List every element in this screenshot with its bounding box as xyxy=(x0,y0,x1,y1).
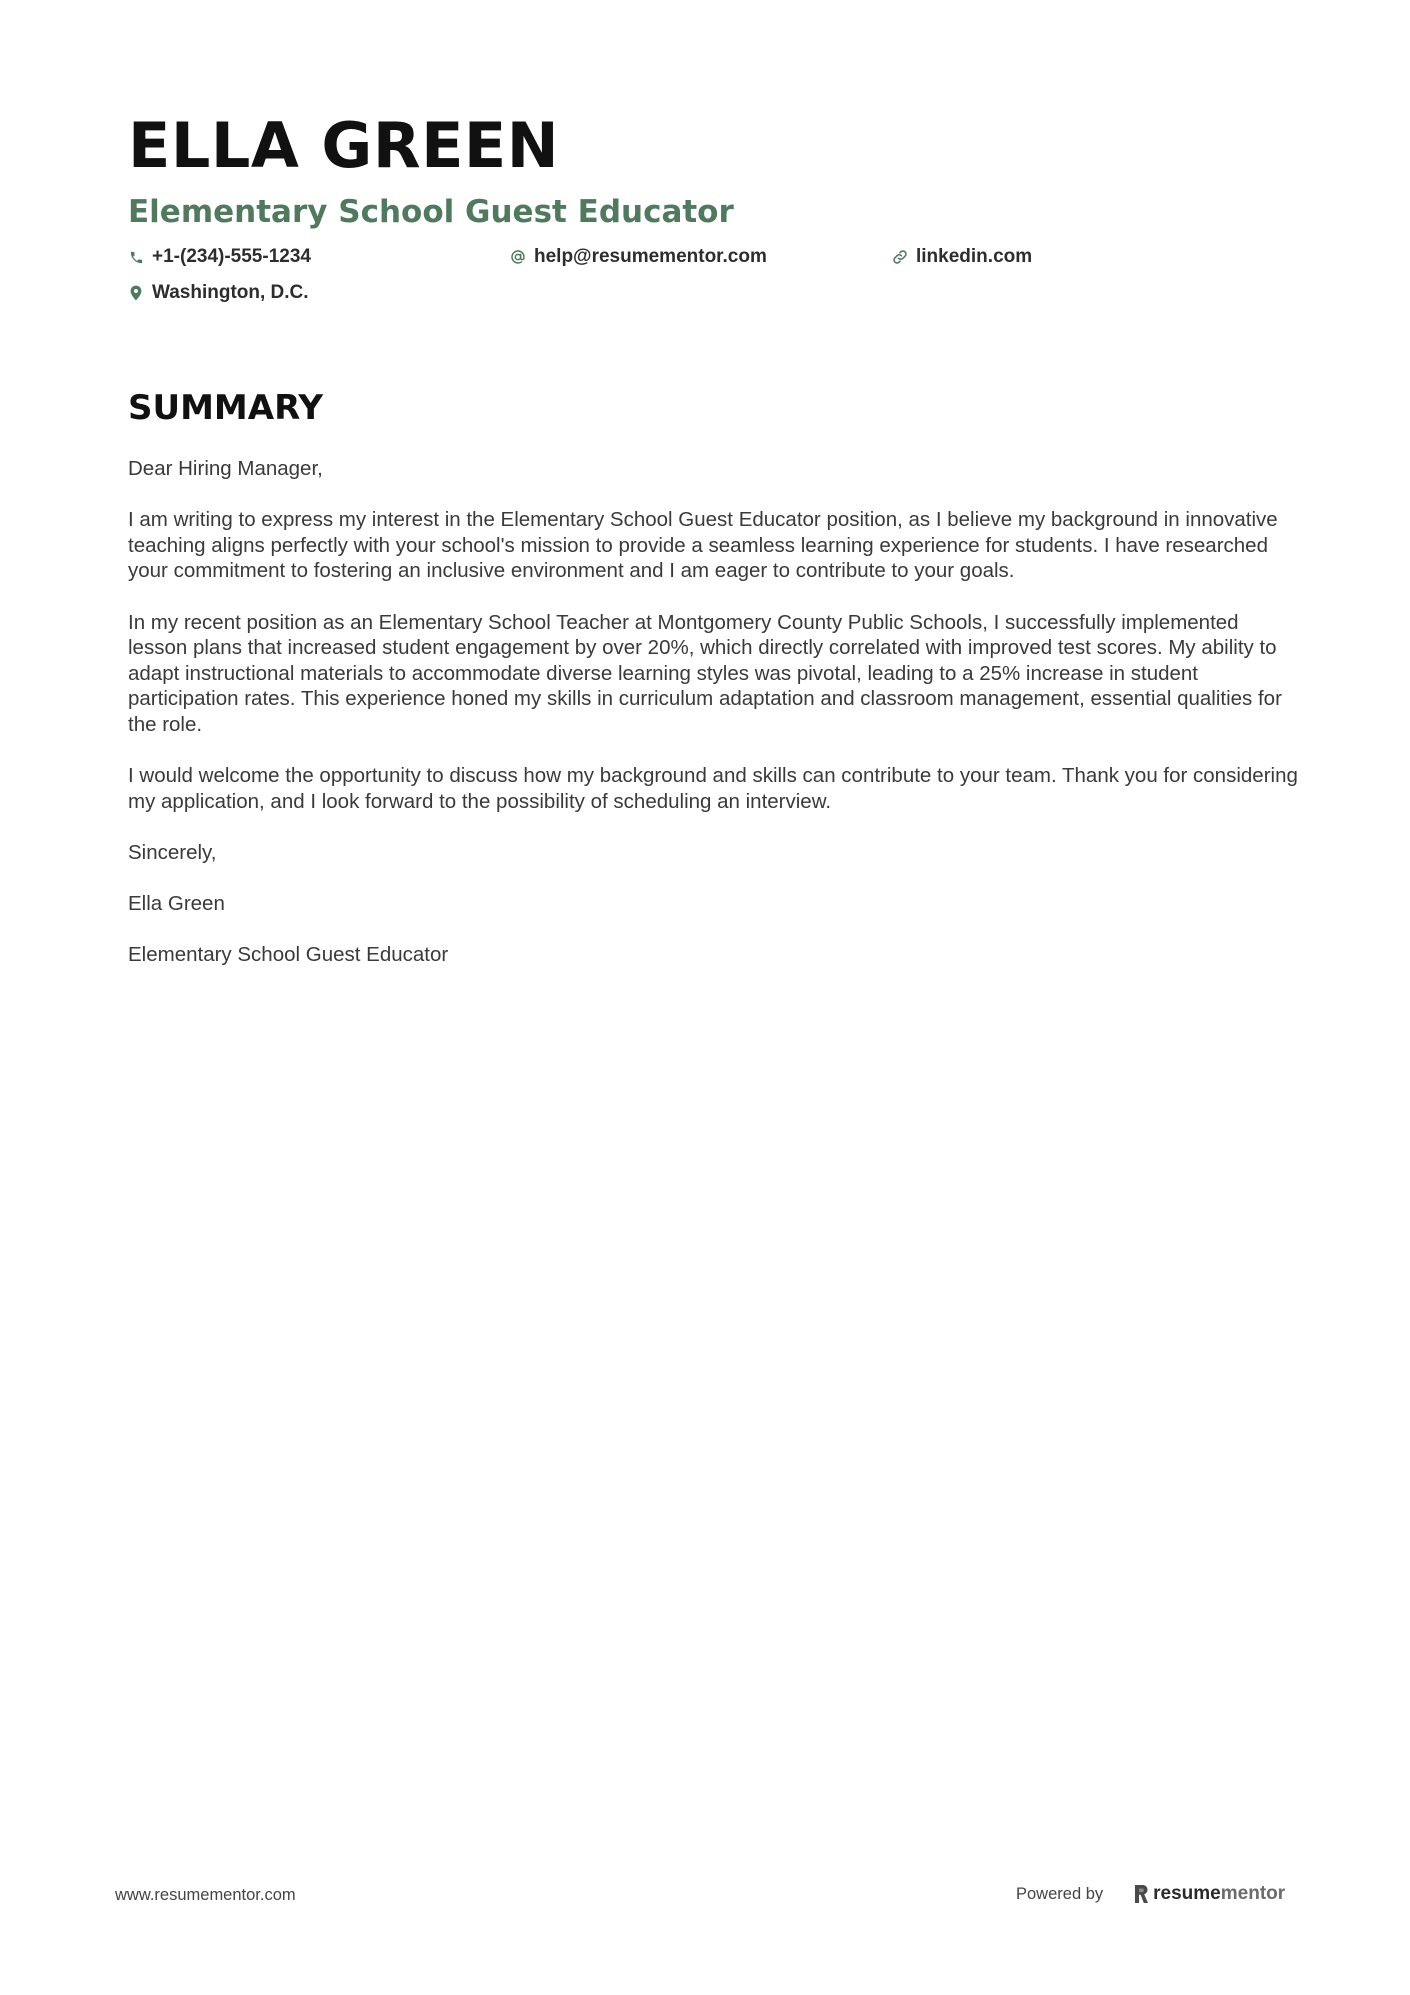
candidate-name: ELLA GREEN xyxy=(128,109,560,182)
location-pin-icon xyxy=(128,285,144,301)
footer-website[interactable]: www.resumementor.com xyxy=(115,1886,296,1904)
resumementor-logo[interactable] xyxy=(1133,1883,1285,1905)
contact-location xyxy=(128,280,309,306)
letter-paragraph: I would welcome the opportunity to discuss how my background and skills can contribute to your team. Thank you for considering my application, and I look forward to the possibility of scheduling an interview. xyxy=(128,764,1298,813)
letter-paragraph: I am writing to express my interest in the Elementary School Guest Educator position, as I believe my background in innovative teaching aligns perfectly with your school's mission to provide a seamless learning experience for students. I have researched your commitment to fostering an inclusive environment and I am eager to contribute to your goals. xyxy=(128,508,1278,583)
phone-text: +1-(234)-555-1234 xyxy=(152,246,311,267)
contact-linkedin[interactable] xyxy=(892,244,1032,270)
closing: Sincerely, xyxy=(128,840,217,864)
resume-header xyxy=(128,108,1288,308)
salutation: Dear Hiring Manager, xyxy=(128,457,323,480)
at-icon xyxy=(510,249,526,265)
letter-paragraph: In my recent position as an Elementary School Teacher at Montgomery County Public Schools, I successfully implemented lesson plans that increased student engagement by over 20%, which directly correlated with improved test scores. My ability to adapt instructional materials to accommodate diverse learning styles was pivotal, leading to a 25% increase in student participation rates. This experience honed my skills in curriculum adaptation and classroom management, essential qualities for the role. xyxy=(128,610,1282,736)
brand-text-resume: resume xyxy=(1153,1883,1221,1904)
brand-text-mentor: mentor xyxy=(1220,1883,1286,1904)
signature-name: Ella Green xyxy=(128,892,225,916)
contact-email[interactable] xyxy=(510,244,767,270)
resumementor-logo-icon xyxy=(1133,1884,1149,1904)
contact-phone[interactable] xyxy=(128,244,311,270)
powered-by-label: Powered by xyxy=(1016,1884,1104,1903)
summary-heading: SUMMARY xyxy=(128,388,324,428)
job-title: Elementary School Guest Educator xyxy=(128,194,734,230)
contact-info xyxy=(128,244,1288,308)
email-text: help@resumementor.com xyxy=(534,246,767,267)
cover-letter-body xyxy=(128,456,1298,993)
location-text: Washington, D.C. xyxy=(152,282,309,303)
link-icon xyxy=(892,249,908,265)
footer-branding xyxy=(1016,1883,1285,1905)
linkedin-text: linkedin.com xyxy=(916,246,1033,267)
phone-icon xyxy=(128,249,144,265)
signature-title: Elementary School Guest Educator xyxy=(128,943,449,967)
